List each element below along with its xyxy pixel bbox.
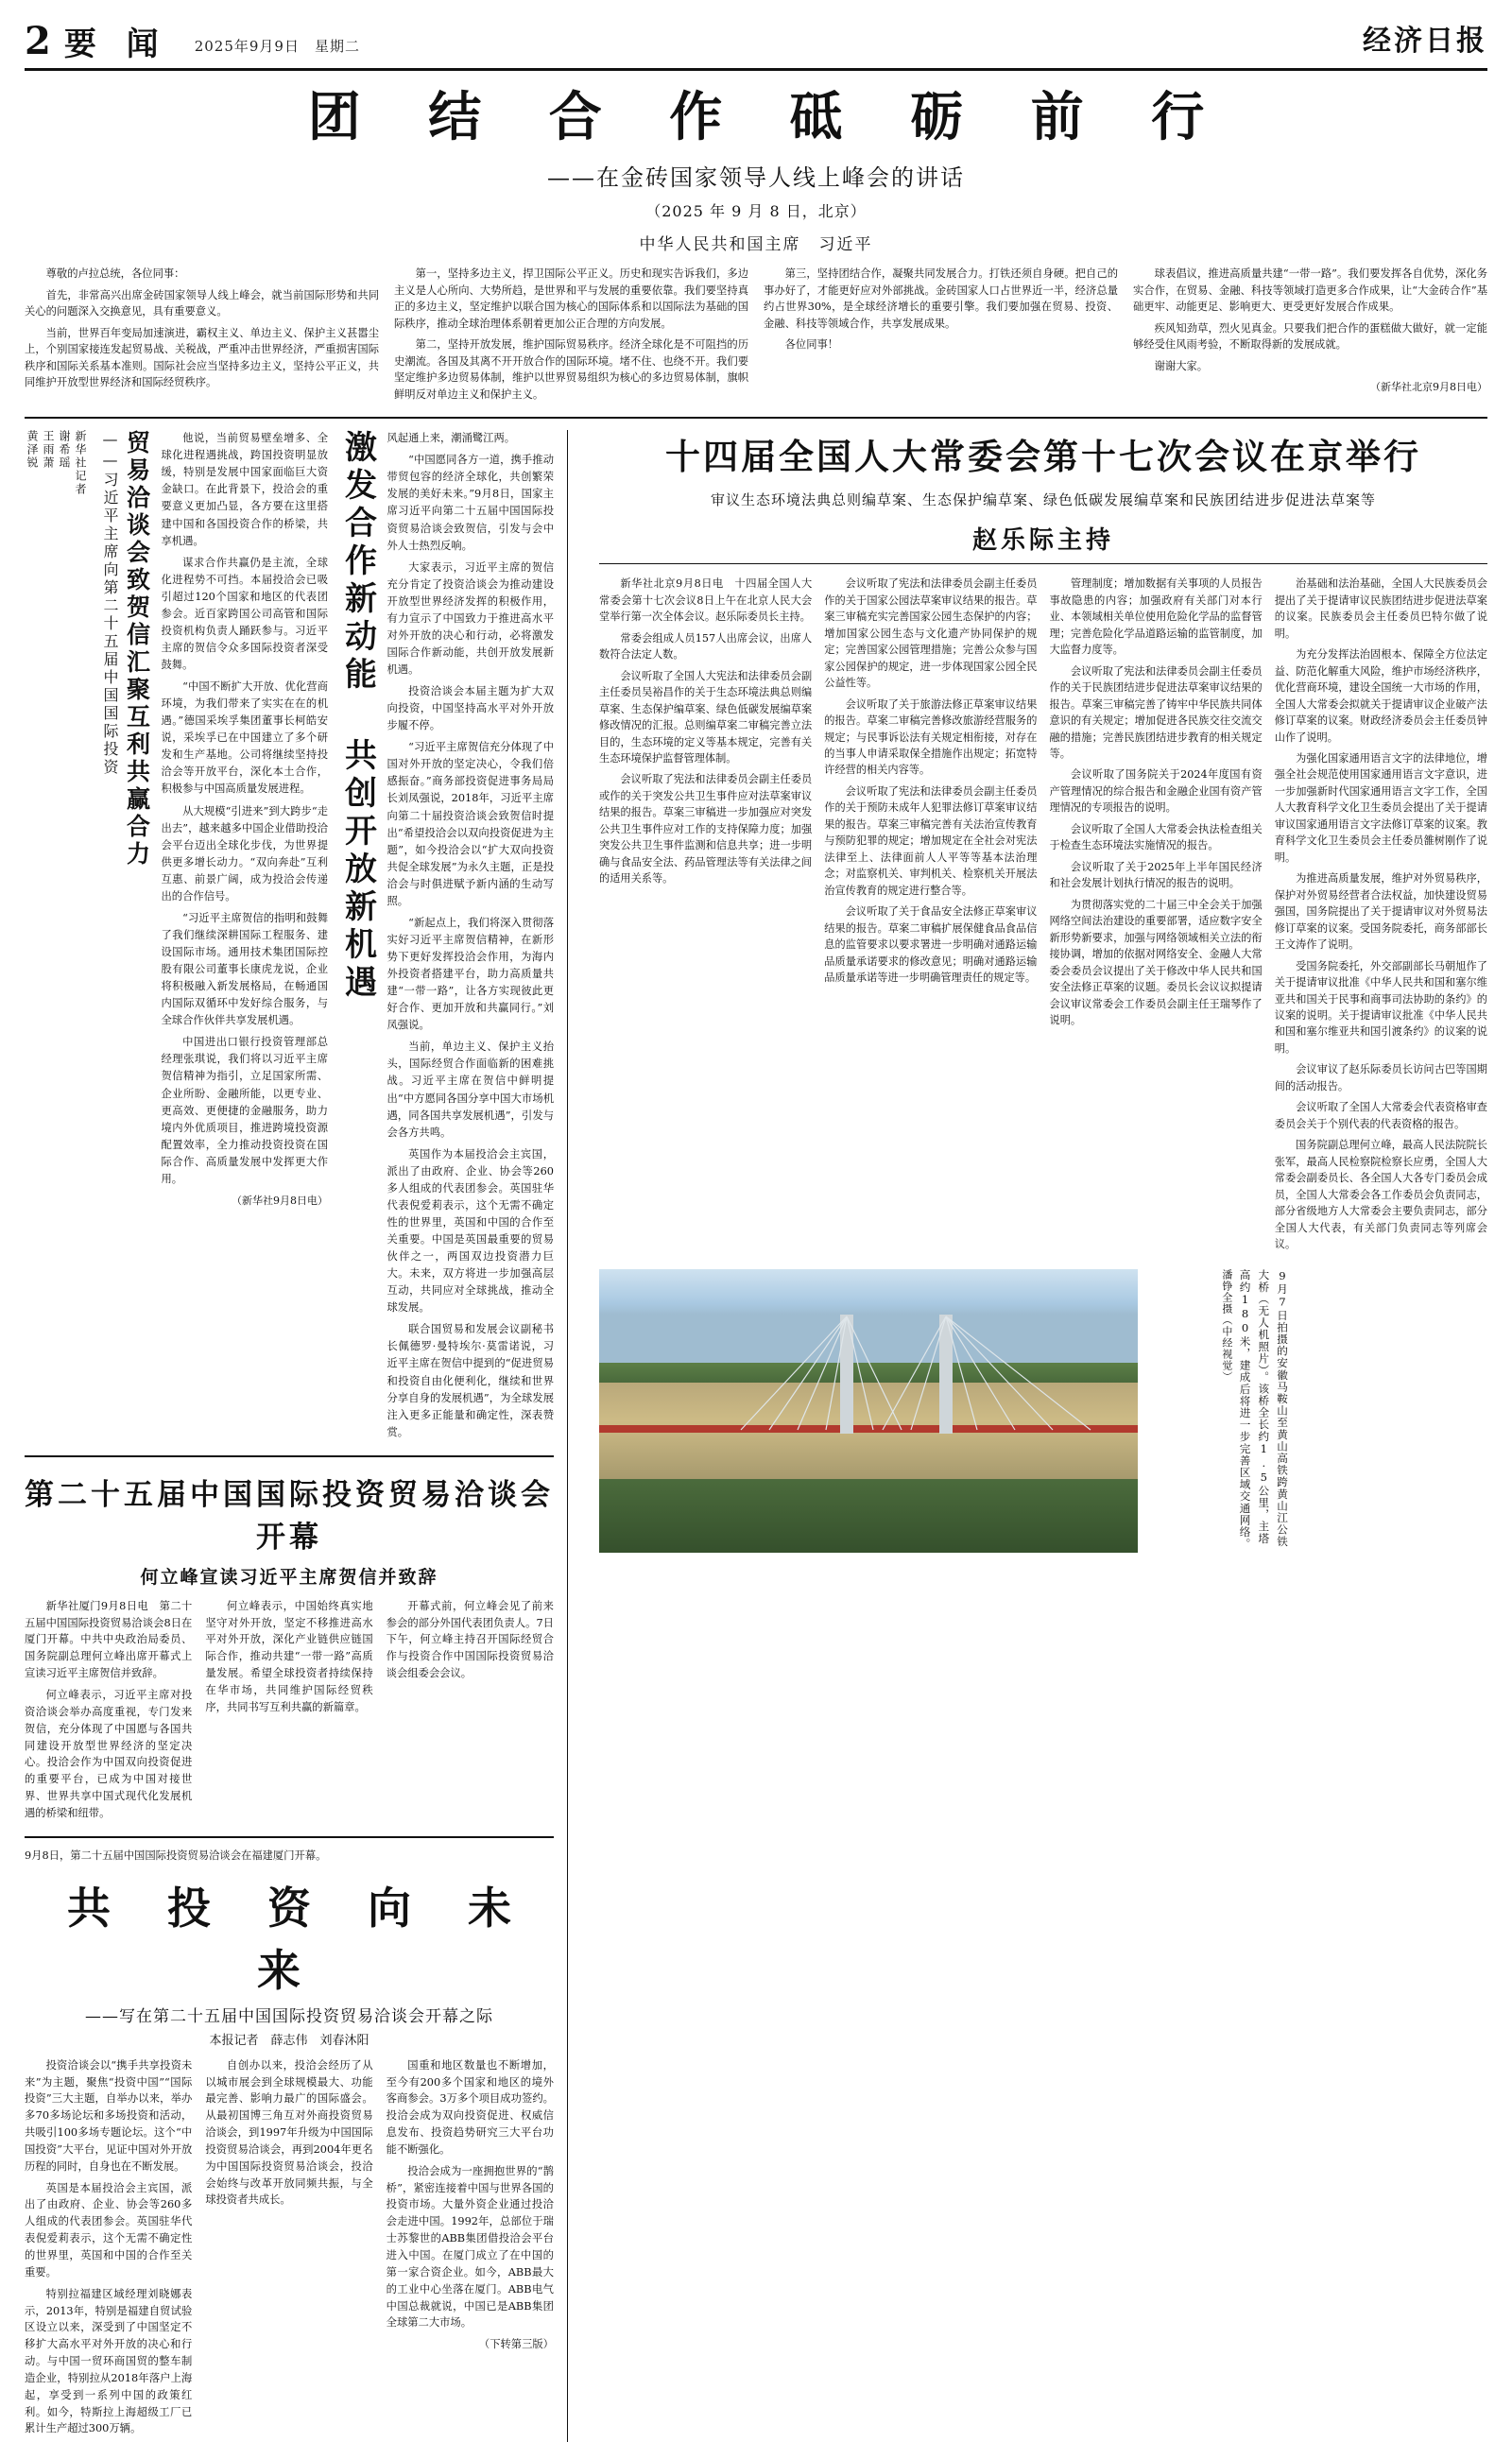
article-jifa (25, 430, 554, 1457)
jifa-paragraph: 从大规模“引进来”到大跨步“走出去”，越来越多中国企业借助投洽会平台迈出全球化步伐，为世界提供更多增长动力。“双向奔赴”互利互惠、前景广阔，成为投洽会传递出的合作信号。 (161, 804, 328, 903)
renda-paragraph: 管理制度；增加数据有关事项的人员报告事故隐患的内容；加强政府有关部门对本行业、本领域相关单位使用危险化学品的监督管理；完善危险化学品道路运输的监管制度，加大监督力度等。 (1049, 577, 1263, 657)
touzi-body (25, 2057, 554, 2442)
jifa-paragraph: 他说，当前贸易壁垒增多、全球化进程遇挑战，跨国投资明显放缓，特别是发展中国家面临巨大资金缺口。在此背景下，投洽会的重要意义更加凸显，各方要在这里搭建中国和各国投资合作的桥梁，共享机遇。 (161, 432, 328, 547)
byline-reporter-1: 谢希瑶 (58, 430, 71, 471)
jifa-vertical-title (337, 430, 378, 1446)
lead-paragraph: 尊敬的卢拉总统，各位同事： (45, 267, 185, 281)
jifa-paragraph: 当前，单边主义、保护主义抬头，国际经贸合作面临新的困难挑战。习近平主席在贺信中鲜明提出“中方愿同各国分享中国大市场机遇，同各国共享发展机遇”，引发与会各方共鸣。 (387, 1040, 554, 1139)
renda-paragraph: 会议听取了全国人大宪法和法律委员会副主任委员吴裕昌作的关于生态环境法典总则编草案、生态保护编草案、绿色低碳发展编草案修改情况的汇报。总则编草案二审稿完善立法目的，生态环境的定义等基本规定，完善有关生态环境保护监督管理体制。 (599, 669, 813, 765)
touzi-paragraph: 英国是本届投洽会主宾国，派出了由政府、企业、协会等260多人组成的代表团参会。英国驻华代表倪爱莉表示，这个无需不确定性的世界里，英国和中国的合作至关重要。 (25, 2181, 193, 2279)
byline-reporter-2: 王雨萧 (42, 430, 55, 471)
renda-subtitle: 审议生态环境法典总则编草案、生态保护编草案、绿色低碳发展编草案和民族团结进步促进法草案等 (710, 491, 1376, 509)
renda-paragraph: 会议听取了关于旅游法修正草案审议结果的报告。草案二审稿完善修改旅游经营服务的规定；与民事诉讼法有关规定相衔接，对存在的当事人申请采取保全措施作出规定；拓宽特许经营的相关内容等。 (824, 697, 1038, 777)
renda-col-1 (599, 576, 812, 1257)
lead-paragraph: 首先，非常高兴出席金砖国家领导人线上峰会，就当前国际形势和共同关心的问题深入交换意见，具有重要意义。 (25, 288, 379, 318)
main-body (25, 430, 1487, 2442)
jifa-text-col1 (387, 430, 555, 1446)
touzi-subtitle: ——写在第二十五届中国国际投资贸易洽谈会开幕之际 (85, 2006, 493, 2026)
lead-col-4 (1133, 266, 1487, 407)
touzi-paragraph: 自创办以来，投洽会经历了从以城市展会到全球规模最大、功能最完善、影响力最广的国际盛会。从最初国博三角互对外商投资贸易洽谈会，到1997年升级为中国国际投资贸易洽谈会，再到2004年更名为中国国际投资贸易洽谈会，投洽会始终与改革开放同频共振，与全球投资者共成长。 (205, 2058, 373, 2207)
byline-agency: 新华社记者 (74, 430, 87, 497)
renda-paragraph: 为强化国家通用语言文字的法律地位，增强全社会规范使用国家通用语言文字意识，进一步加强新时代国家通用语言文字工作，全国人大教育科学文化卫生委员会提出了关于提请审议国家通用语言文字法修订草案的议案。教育科学文化卫生委员会主任委员雒树刚作了说明。 (1274, 751, 1487, 864)
lead-col-2 (394, 266, 748, 407)
photo-caption-text: 9月7日拍摄的安徽马鞍山至黄山高铁跨黄山江公铁大桥（无人机照片）。该桥全长约1.5公里，主塔高约180米，建成后将进一步完善区域交通网络。 (1238, 1268, 1289, 1550)
article-touzi (25, 1848, 554, 2442)
jifa-paragraph: 投资洽谈会本届主题为扩大双向投资，中国坚持高水平对外开放步履不停。 (387, 685, 554, 732)
renda-title: 十四届全国人大常委会第十七次会议在京举行 (665, 436, 1421, 478)
renda-paragraph: 会议审议了赵乐际委员长访问古巴等国期间的活动报告。 (1274, 1063, 1487, 1092)
renda-paragraph: 会议听取了国务院关于2024年度国有资产管理情况的综合报告和金融企业国有资产管理情况的专项报告的说明。 (1049, 768, 1263, 815)
jifa-paragraph: 谋求合作共赢仍是主流，全球化进程势不可挡。本届投洽会已吸引超过120个国家和地区的代表团参会。近百家跨国公司高管和国际投资机构负责人踊跃参与。习近平主席的贺信令众多国际投资者深受鼓舞。 (161, 556, 328, 671)
renda-paragraph: 会议听取了全国人大常委会代表资格审查委员会关于个别代表的代表资格的报告。 (1274, 1101, 1487, 1130)
renda-paragraph: 会议听取了宪法和法律委员会副主任委员或作的关于突发公共卫生事件应对法草案审议结果的报告。草案三审稿进一步加强应对突发公共卫生事件应对工作的支持保障力度；加强突发公共卫生事件监测和信息共享；进一步明确与食品安全法、药品管理法等有关法律之间的适用关系等。 (599, 773, 813, 886)
lead-place: （2025 年 9 月 8 日，北京） (645, 202, 867, 221)
photo-block (599, 1269, 1487, 1553)
bridge-photo (599, 1269, 1138, 1553)
masthead (25, 17, 1487, 71)
jifa-credit: （新华社9月8日电） (232, 1194, 328, 1207)
jifa-paragraph: “中国愿同各方一道，携手推动带贸包容的经济全球化，共创繁荣发展的美好未来。”9月8日，国家主席习近平向第二十五届中国国际投资贸易洽谈会致贺信，引发与会中外人士热烈反响。 (387, 454, 554, 552)
touzi-title: 共 投 资 向 未 来 (66, 1882, 533, 1996)
jifa-text-col2 (162, 430, 329, 1446)
jifa-paragraph: 大家表示，习近平主席的贺信充分肯定了投资洽谈会为推动建设开放型世界经济发挥的积极作用，有力宣示了中国致力于推进高水平对外开放的决心和行动，必将激发国际合作新动能，共创开放发展新机遇。 (387, 560, 554, 676)
jifa-paragraph: “习近平主席贺信的指明和鼓舞了我们继续深耕国际工程服务、建设国际市场。通用技术集团国际控股有限公司董事长康虎龙说，企业将积极融入新发展格局，在畅通国内国际双循环中发好综合服务，与全球合作伙伴共享发展机遇。 (161, 911, 328, 1027)
lead-paragraph: 第一，坚持多边主义，捍卫国际公平正义。历史和现实告诉我们，多边主义是人心所向、大势所趋，是世界和平与发展的重要依靠。我们要坚持真正的多边主义，坚定维护以联合国为核心的国际体系和以国际法为基础的国际秩序，推动全球治理体系朝着更加公正合理的方向发展。 (394, 267, 748, 330)
lead-paragraph: 第二，坚持开放发展，维护国际贸易秩序。经济全球化是不可阻挡的历史潮流。各国及其离不开开放合作的国际环境。堵不住、也绕不开。我们要坚定维护多边贸易体制，维护以世界贸易组织为核心的多边贸易体制，旗帜鲜明反对单边主义和保护主义。 (394, 338, 748, 401)
renda-col-3 (1050, 576, 1263, 1257)
article-renda (599, 434, 1487, 1257)
kaimu-paragraph: 开幕式前，何立峰会见了前来参会的部分外国代表团负责人。7日下午，何立峰主持召开国际经贸合作与投资合作中国国际投资贸易洽谈会组委会会议。 (386, 1599, 554, 1680)
jifa-paragraph: “习近平主席贺信充分体现了中国对外开放的坚定决心，令我们倍感振奋。”商务部投资促进事务局局长刘凤强说，2018年，习近平主席向第二十届投资洽谈会致贺信时提出“希望投洽会以双向投资促进为主题”，如今投洽会以“扩大双向投资 共促全球发展”为永久主题，正是投洽会与时俱进赋予新内涵的生动写照。 (387, 741, 554, 907)
page-number: 2 (25, 19, 51, 63)
kaimu-title: 第二十五届中国国际投资贸易洽谈会开幕 (25, 1477, 554, 1555)
lead-author: 中华人民共和国主席 习近平 (639, 235, 873, 255)
renda-divider (599, 563, 1487, 564)
byline-reporter-3: 黄泽锐 (26, 430, 39, 471)
renda-paragraph: 会议听取了宪法和法律委员会副主任委员作的关于民族团结进步促进法草案审议结果的报告。草案三审稿完善了铸牢中华民族共同体意识的有关规定；增加促进各民族交往交流交融的措施；完善民族团结进步教育的相关规定等。 (1049, 664, 1263, 760)
photo-credit: 潘铮全摄（中经视觉） (1220, 1268, 1233, 1383)
renda-paragraph: 会议听取了关于食品安全法修正草案审议结果的报告。草案二审稿扩展保健食品食品信息的监管要求以要求署进一步明确对通路运输品质量承诺要求的修改意见；明确对通路运输品质量承诺等进一步明确管理责任的规定等。 (824, 905, 1038, 985)
kaimu-col-1 (25, 1598, 192, 1827)
renda-paragraph: 为充分发挥法治固根本、保障全方位法定益、防范化解重大风险，维护市场经济秩序，优化营商环境，建设全国统一大市场的作用，全国人大常委会拟就关于提请审议企业破产法修订草案的议案。财政经济委员会主任委员钟山作了说明。 (1274, 648, 1487, 744)
lead-credit: （新华社北京9月8日电） (1370, 381, 1487, 394)
lead-col-3 (764, 266, 1118, 407)
touzi-col-3 (387, 2057, 554, 2442)
jifa-byline (25, 430, 89, 1446)
kaimu-col-3 (387, 1598, 554, 1827)
kaimu-col-2 (205, 1598, 372, 1827)
kaimu-paragraph: 何立峰表示，中国始终真实地坚守对外开放，坚定不移推进高水平对外开放，深化产业链供应链国际合作，推动共建“一带一路”高质量发展。希望全球投资者持续保持在华市场，共同维护国际经贸秩序，共同书写互利共赢的新篇章。 (205, 1599, 373, 1713)
right-column (599, 430, 1487, 2442)
renda-paragraph: 为推进高质量发展，维护对外贸易秩序，保护对外贸易经营者合法权益，加快建设贸易强国，国务院提出了关于提请审议对外贸易法修订草案的议案。受国务院委托，商务部部长王文涛作了说明。 (1274, 872, 1487, 952)
renda-paragraph: 受国务院委托，外交部副部长马朝旭作了关于提请审议批准《中华人民共和国和塞尔维亚共和国关于民事和商事司法协助的条约》的议案的说明。关于提请审议批准《中华人民共和国和塞尔维亚共和国引渡条约》的议案的说明。 (1274, 959, 1487, 1055)
lead-paragraph: 各位同事！ (784, 338, 839, 352)
lead-article (25, 71, 1487, 419)
kaimu-paragraph: 新华社厦门9月8日电 第二十五届中国国际投资贸易洽谈会8日在厦门开幕。中共中央政治局委员、国务院副总理何立峰出席开幕式上宣读习近平主席贺信并致辞。 (25, 1599, 193, 1680)
maoyi-vertical-title (98, 430, 152, 1446)
jifa-paragraph: “中国不断扩大开放、优化营商环境，为我们带来了实实在在的机遇。”德国采埃孚集团董事长柯皓安说，采埃孚已在中国建立了多个研发和生产基地。公司将继续坚持投洽会等开放平台，深化本土合作，积极参与中国高质量发展进程。 (161, 680, 328, 796)
jifa-lead-line: 风起通上来，潮涌鹭江两。 (387, 432, 516, 445)
lead-paragraph: 谢谢大家。 (1154, 359, 1209, 372)
lead-col-1 (25, 266, 379, 407)
touzi-col-1 (25, 2057, 192, 2442)
renda-paragraph: 新华社北京9月8日电 十四届全国人大常委会第十七次会议8日上午在北京人民大会堂举行第一次全体会议。赵乐际委员长主持。 (599, 577, 813, 624)
publication-date: 2025年9月9日 星期二 (194, 38, 360, 55)
renda-col-4 (1275, 576, 1487, 1257)
article-kaimu (25, 1470, 554, 1827)
touzi-paragraph: 国重和地区数量也不断增加，至今有200多个国家和地区的境外客商参会。3万多个项目成功签约。投洽会成为双向投资促进、权威信息发布、投资趋势研究三大平台功能不断强化。 (386, 2058, 554, 2156)
maoyi-title-text: 贸易洽谈会致贺信汇聚互利共赢合力 (123, 430, 151, 869)
touzi-dateline: 9月8日，第二十五届中国国际投资贸易洽谈会在福建厦门开幕。 (25, 1849, 327, 1862)
touzi-byline: 本报记者 薛志伟 刘春沐阳 (209, 2033, 369, 2048)
lead-paragraph: 球表倡议，推进高质量共建“一带一路”。我们要发挥各自优势，深化务实合作，在贸易、金融、科技等领域打造更多合作成果，让“大金砖合作”基础更牢、动能更足、影响更大、更受更好发展合作成果。 (1133, 267, 1487, 314)
renda-paragraph: 会议听取了宪法和法律委员会副主任委员作的关于国家公园法草案审议结果的报告。草案三审稿充实完善国家公园生态保护的内容；增加国家公园生态与文化遗产协同保护的规定；完善国家公园管理措施；完善公众参与国家公园保护的规定，进一步体现国家公园全民公益性等。 (824, 577, 1038, 690)
touzi-paragraph: 投资洽谈会以“携手共享投资未来”为主题，聚焦“投资中国”“国际投资”三大主题，自举办以来，举办多70多场论坛和多场投资和活动，共吸引100多场专题论坛。这个“中国投资”大平台，见证中国对外开放历程的同时，自身也在不断发展。 (25, 2058, 193, 2173)
renda-chair: 赵乐际主持 (971, 526, 1114, 556)
divider-rule (25, 1836, 554, 1838)
jifa-paragraph: 英国作为本届投洽会主宾国，派出了由政府、企业、协会等260多人组成的代表团参会。英国驻华代表倪爱莉表示，这个无需不确定性的世界里，英国和中国的合作至关重要。中国是英国最重要的贸易伙伴之一，两国双边投资潜力巨大。未来，双方将进一步加强高层互动，共同应对全球挑战，推动全球发展。 (387, 1147, 554, 1315)
lead-paragraph: 疾风知劲草，烈火见真金。只要我们把合作的蛋糕做大做好，就一定能够经受住风雨考验，不断取得新的发展成就。 (1133, 321, 1487, 352)
renda-paragraph: 国务院副总理何立峰，最高人民法院院长张军，最高人民检察院检察长应勇，全国人大常委会副委员长、各全国人大各专门委员会成员，全国人大常委会各工作委员会负责同志，部分省级地方人大常委会主要负责同志，部分全国人大代表，有关部门负责同志等列席会议。 (1274, 1139, 1487, 1251)
paper-name: 经济日报 (1363, 25, 1487, 58)
jifa-title-text: 激发合作新动能 共创开放新机遇 (338, 430, 377, 1004)
kaimu-paragraph: 何立峰表示，习近平主席对投资洽谈会举办高度重视，专门发来贺信，充分体现了中国愿与各国共同建设开放型世界经济的坚定决心。投洽会作为中国双向投资促进的重要平台，已成为中国对接世界、世界共享中国式现代化发展机遇的桥梁和纽带。 (25, 1688, 193, 1819)
renda-col-2 (824, 576, 1037, 1257)
jifa-paragraph: 中国进出口银行投资管理部总经理张琪说，我们将以习近平主席贺信精神为指引，立足国家所需、企业所盼、金融所能，以更专业、更高效、更便捷的金融服务，助力境内外优质项目，推进跨境投资源配置效率，全力推动投资投资在国际合作、高质量发展中发挥更大作用。 (161, 1036, 328, 1185)
touzi-continued: （下转第三版） (478, 2338, 554, 2351)
left-column (25, 430, 554, 2442)
renda-paragraph: 会议听取了全国人大常委会执法检查组关于检查生态环境法实施情况的报告。 (1049, 822, 1263, 852)
renda-paragraph: 会议听取了宪法和法律委员会副主任委员作的关于预防未成年人犯罪法修订草案审议结果的报告。草案三审稿完善有关法治宣传教育与预防犯罪的规定；增加规定在全社会对宪法法律至上、法律面前人人平等等基本法治理念；对监察机关、审判机关、检察机关开展法治宣传教育的规定进行整合等。 (824, 784, 1038, 897)
touzi-col-2 (205, 2057, 372, 2442)
section-title: 要 闻 (63, 26, 168, 63)
renda-paragraph: 为贯彻落实党的二十届三中全会关于加强网络空间法治建设的重要部署，适应数字安全新形势新要求，加强与网络领域相关立法的衔接协调，增加的依据对网络安全、金融人大常委会委员会议提出了关于修改中华人民共和国安全法修正草案的议题。委员长会议议拟提请会议审议常委会工作委员会副主任王瑞琴作了说明。 (1049, 898, 1263, 1026)
jifa-paragraph: 联合国贸易和发展会议副秘书长佩德罗·曼特埃尔·莫雷诺说，习近平主席在贺信中提到的“促进贸易和投资自由化便利化，继续和世界分享自身的发展机遇”，为全球发展注入更多正能量和确定性，深表赞赏。 (387, 1323, 554, 1438)
photo-caption (1149, 1269, 1291, 1553)
kaimu-body (25, 1598, 554, 1827)
lead-title: 团 结 合 作 砥 砺 前 行 (307, 86, 1229, 148)
lead-subtitle: ——在金砖国家领导人线上峰会的讲话 (547, 164, 965, 192)
photo-cables-icon (599, 1269, 1138, 1553)
touzi-paragraph: 特别拉福建区域经理刘晓娜表示，2013年，特别是福建自贸试验区设立以来，深受到了中国坚定不移扩大高水平对外开放的决心和行动。与中国一贸环商国贸的整车制造企业，特别拉从2018年落户上海起，享受到一系列中国的政策红利。如今，特斯拉上海超级工厂已累计生产超过300万辆。 (25, 2287, 193, 2435)
renda-body (599, 576, 1487, 1257)
vertical-rule (567, 430, 586, 2442)
maoyi-subtitle-text: ——习近平主席向第二十五届中国国际投资 (101, 430, 119, 778)
renda-paragraph: 常委会组成人员157人出席会议，出席人数符合法定人数。 (599, 631, 813, 662)
lead-paragraph: 第三，坚持团结合作，凝聚共同发展合力。打铁还须自身硬。把自己的事办好了，才能更好应对外部挑战。金砖国家人口占世界近一半，经济总量约占世界30%，是全球经济增长的重要引擎。我们要加强在贸易、投资、金融、科技等领域合作，共享发展成果。 (764, 267, 1118, 330)
touzi-paragraph: 投洽会成为一座拥抱世界的“鹊桥”，紧密连接着中国与世界各国的投资市场。大量外资企业通过投洽会走进中国。1992年，总部位于瑞士苏黎世的ABB集团借投洽会平台进入中国。在厦门成立了在中国的第一家合资企业。如今，ABB最大的工业中心坐落在厦门。ABB电气中国总裁就说，中国已是ABB集团全球第二大市场。 (386, 2164, 554, 2330)
renda-paragraph: 会议听取了关于2025年上半年国民经济和社会发展计划执行情况的报告的说明。 (1049, 860, 1263, 890)
lead-paragraph: 当前，世界百年变局加速演进，霸权主义、单边主义、保护主义甚嚣尘上，个别国家接连发起贸易战、关税战，严重冲击世界经济，严重损害国际秩序和国际关系基本准则。国际社会应当坚持多边主义，坚持公平正义，共同维护开放型世界经济和国际经贸秩序。 (25, 326, 379, 389)
kaimu-subtitle: 何立峰宣读习近平主席贺信并致辞 (140, 1566, 438, 1588)
column-separator (567, 430, 586, 2442)
lead-body (25, 266, 1487, 407)
jifa-paragraph: “新起点上，我们将深入贯彻落实好习近平主席贺信精神，在新形势下更好发挥投洽会作用，为海内外投资者搭建平台，助力高质量共建“一带一路”，让各方实现彼此更好合作、更加开放和共赢同行。”刘凤强说。 (387, 916, 554, 1032)
renda-paragraph: 治基础和法治基础，全国人大民族委员会提出了关于提请审议民族团结进步促进法草案的议案。民族委员会主任委员巴特尔做了说明。 (1274, 577, 1487, 640)
